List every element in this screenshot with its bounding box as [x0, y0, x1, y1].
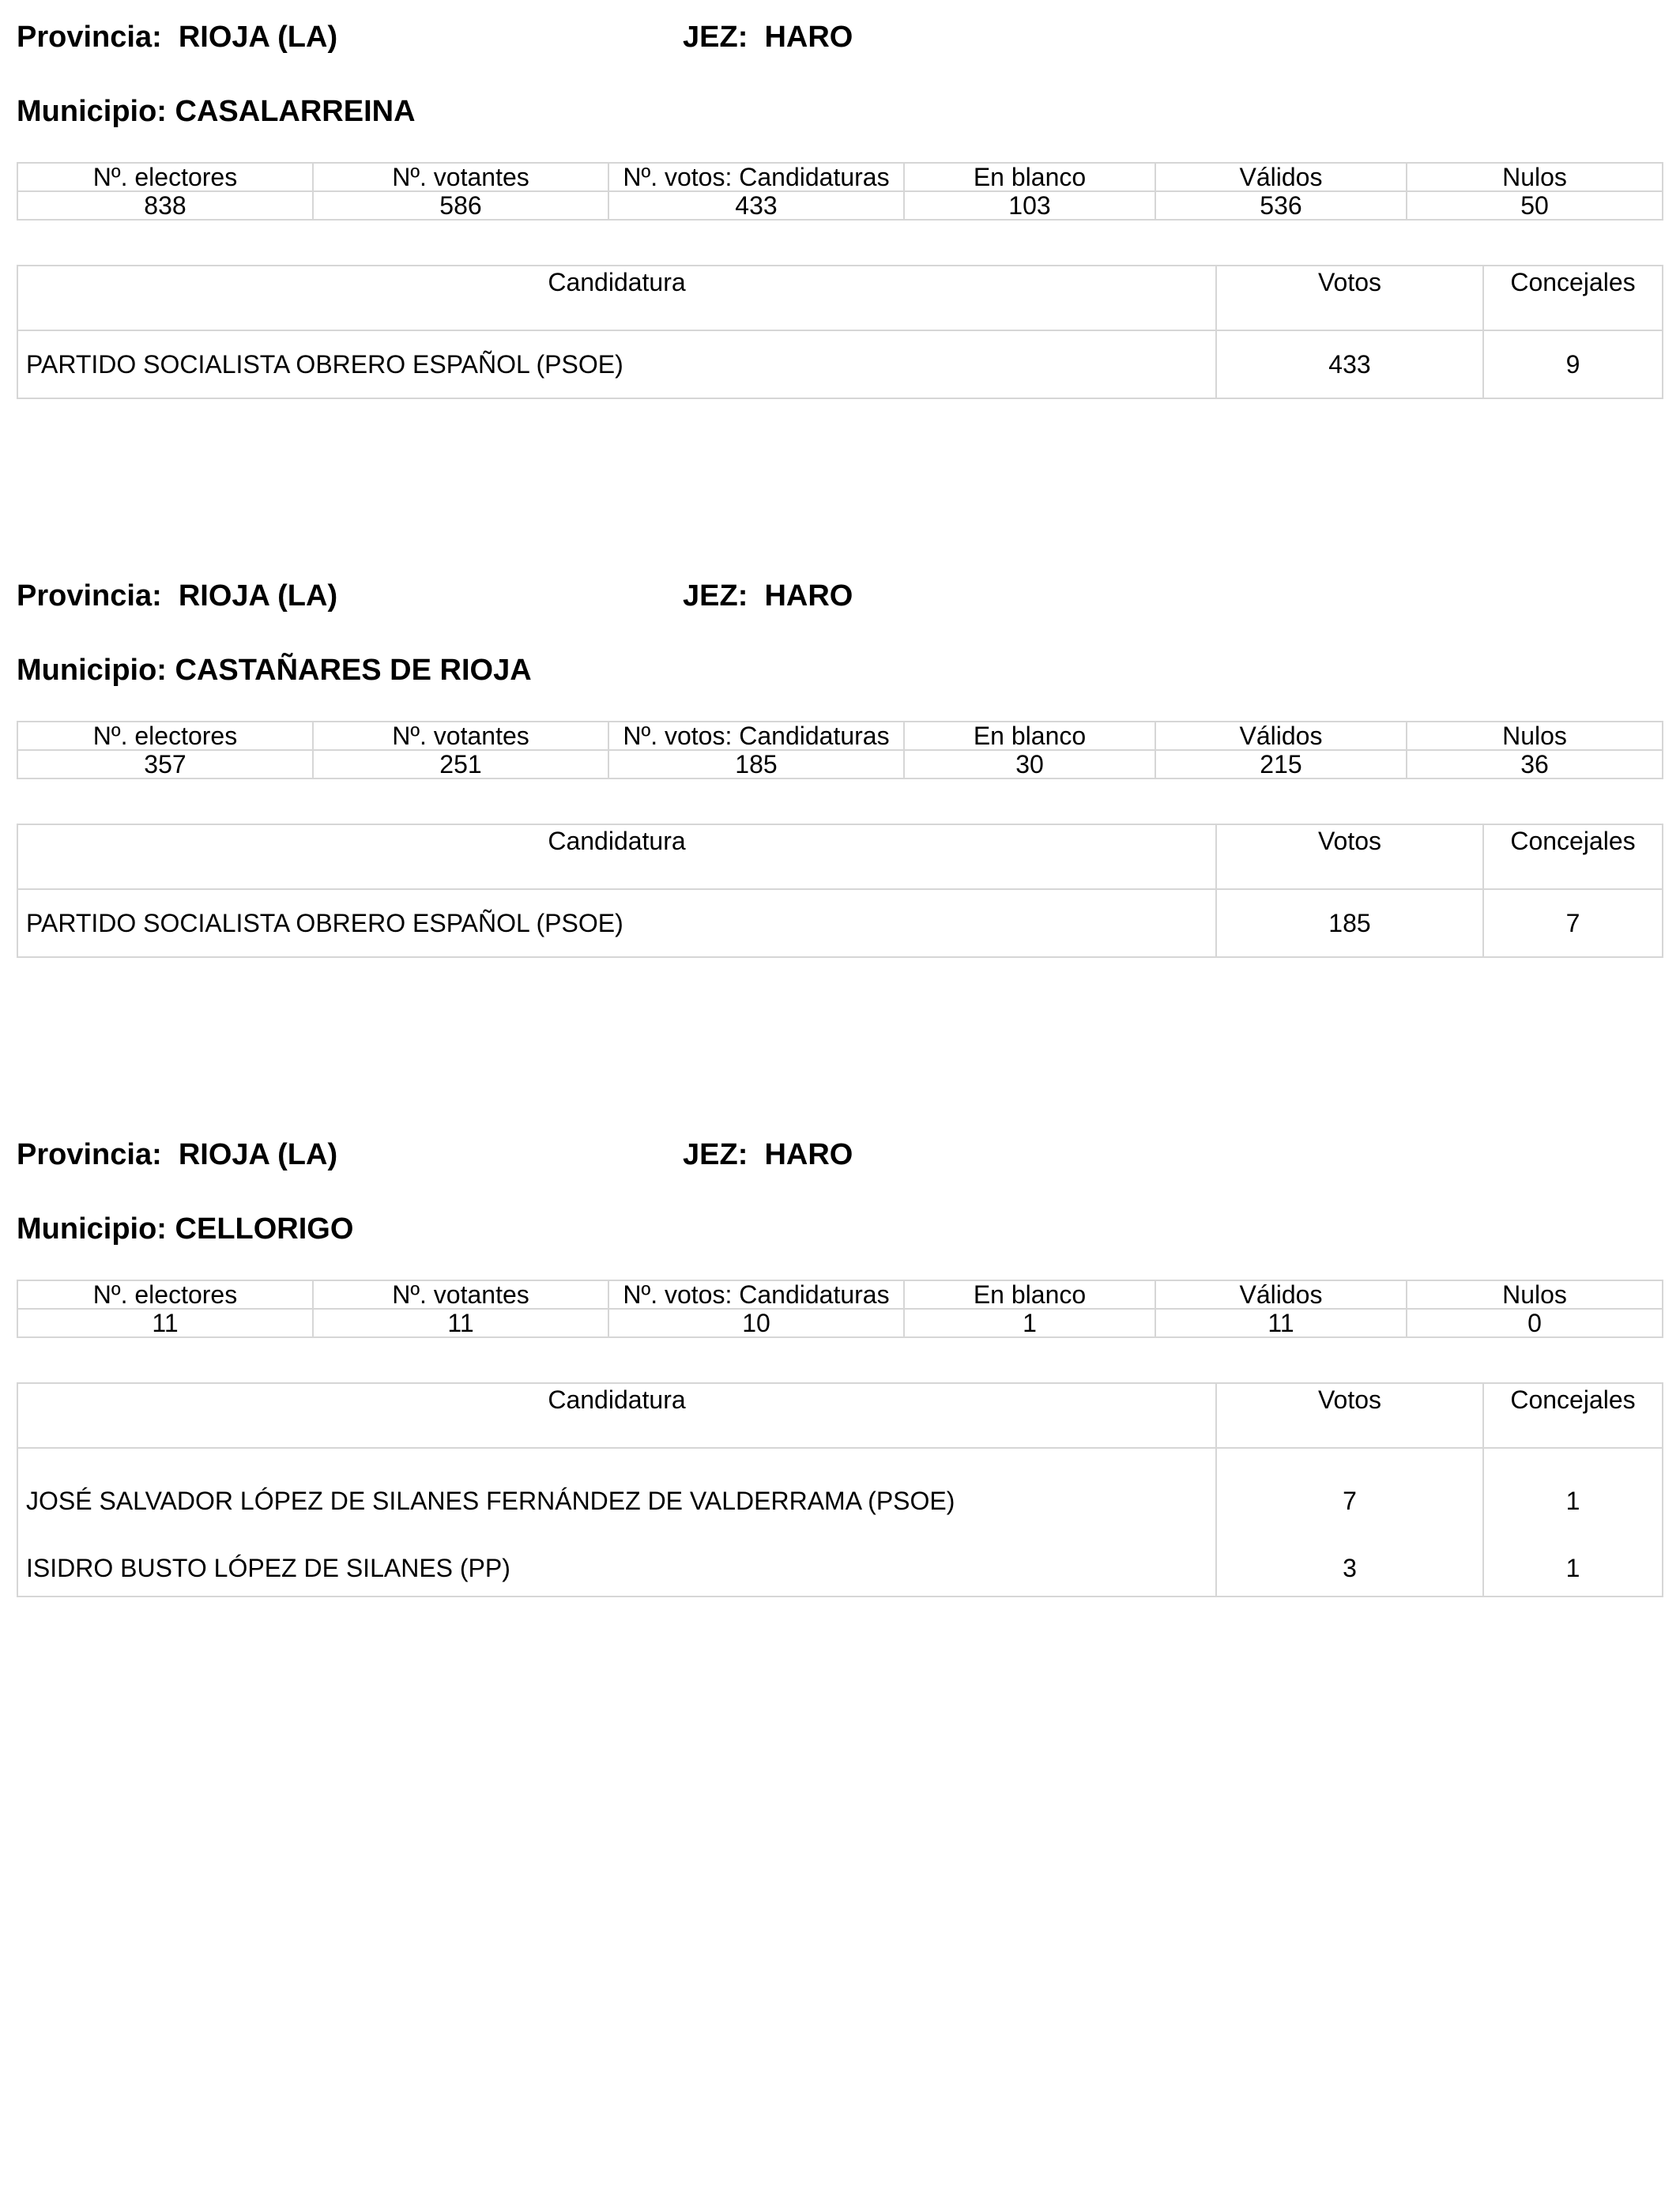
stats-header-cell: En blanco	[904, 722, 1155, 750]
stats-value-cell: 103	[904, 191, 1155, 220]
stats-header-cell: Nulos	[1407, 722, 1663, 750]
cand-row	[17, 889, 1663, 957]
municipio-block-cellorigo	[17, 1133, 1662, 1582]
municipio-line	[17, 1212, 353, 1246]
stats-header-cell: Válidos	[1155, 722, 1407, 750]
cand-header-cell: Concejales	[1483, 824, 1663, 889]
municipio-line	[17, 95, 416, 129]
stats-value-row	[17, 750, 1663, 778]
cand-header-cell: Concejales	[1483, 266, 1663, 330]
candidaturas-table	[17, 1382, 1663, 1597]
provincia-line	[17, 21, 337, 55]
provincia-value: RIOJA (LA)	[178, 21, 338, 54]
jez-value: HARO	[764, 1138, 853, 1171]
cand-concejales: 1	[1483, 1448, 1663, 1540]
stats-value-cell: 11	[313, 1309, 608, 1337]
header-line	[17, 575, 1662, 622]
cand-row	[17, 1448, 1663, 1540]
jez-value: HARO	[764, 21, 853, 54]
cand-votos: 433	[1216, 330, 1483, 398]
cand-votos: 3	[1216, 1540, 1483, 1596]
cand-name: PARTIDO SOCIALISTA OBRERO ESPAÑOL (PSOE)	[17, 889, 1216, 957]
cand-name: JOSÉ SALVADOR LÓPEZ DE SILANES FERNÁNDEZ DE VALDERRAMA (PSOE)	[17, 1448, 1216, 1540]
stats-header-cell: Nº. votos: Candidaturas	[608, 722, 904, 750]
stats-value-row	[17, 191, 1663, 220]
stats-header-row	[17, 722, 1663, 750]
stats-value-cell: 215	[1155, 750, 1407, 778]
stats-header-cell: Nº. votos: Candidaturas	[608, 163, 904, 191]
stats-header-row	[17, 1280, 1663, 1309]
stats-header-cell: Nº. votantes	[313, 722, 608, 750]
municipio-block-casalarreina	[17, 16, 1662, 379]
stats-header-cell: Nulos	[1407, 1280, 1663, 1309]
stats-value-cell: 586	[313, 191, 608, 220]
cand-header-row	[17, 1383, 1663, 1448]
stats-value-cell: 11	[1155, 1309, 1407, 1337]
stats-value-cell: 838	[17, 191, 313, 220]
header-line	[17, 1133, 1662, 1181]
cand-header-cell: Votos	[1216, 1383, 1483, 1448]
jez-label: JEZ:	[683, 579, 748, 613]
stats-value-cell: 1	[904, 1309, 1155, 1337]
stats-header-cell: En blanco	[904, 163, 1155, 191]
cand-header-cell: Candidatura	[17, 266, 1216, 330]
stats-header-cell: Nº. electores	[17, 163, 313, 191]
stats-table	[17, 162, 1663, 221]
stats-value-cell: 36	[1407, 750, 1663, 778]
stats-header-cell: Nº. votos: Candidaturas	[608, 1280, 904, 1309]
cand-header-row	[17, 824, 1663, 889]
stats-value-cell: 357	[17, 750, 313, 778]
jez-label: JEZ:	[683, 21, 748, 54]
stats-header-cell: En blanco	[904, 1280, 1155, 1309]
header-line	[17, 16, 1662, 63]
candidaturas-table	[17, 265, 1663, 399]
cand-row	[17, 330, 1663, 398]
cand-concejales: 9	[1483, 330, 1663, 398]
jez-label: JEZ:	[683, 1138, 748, 1171]
cand-header-cell: Concejales	[1483, 1383, 1663, 1448]
stats-header-cell: Válidos	[1155, 163, 1407, 191]
stats-header-cell: Nº. electores	[17, 722, 313, 750]
cand-name: ISIDRO BUSTO LÓPEZ DE SILANES (PP)	[17, 1540, 1216, 1596]
stats-header-row	[17, 163, 1663, 191]
cand-header-cell: Candidatura	[17, 1383, 1216, 1448]
cand-header-row	[17, 266, 1663, 330]
stats-header-cell: Válidos	[1155, 1280, 1407, 1309]
cand-header-cell: Votos	[1216, 266, 1483, 330]
cand-concejales: 1	[1483, 1540, 1663, 1596]
cand-votos: 7	[1216, 1448, 1483, 1540]
provincia-label: Provincia:	[17, 579, 162, 613]
municipio-value: CASTAÑARES DE RIOJA	[175, 654, 532, 687]
municipio-label: Municipio:	[17, 1212, 167, 1246]
stats-value-cell: 251	[313, 750, 608, 778]
provincia-line	[17, 579, 337, 613]
municipio-block-castanares-de-rioja	[17, 575, 1662, 937]
jez-line	[683, 579, 853, 613]
stats-value-row	[17, 1309, 1663, 1337]
cand-concejales: 7	[1483, 889, 1663, 957]
jez-line	[683, 21, 853, 55]
municipio-label: Municipio:	[17, 95, 167, 128]
cand-row	[17, 1540, 1663, 1596]
provincia-line	[17, 1138, 337, 1172]
stats-value-cell: 0	[1407, 1309, 1663, 1337]
stats-value-cell: 185	[608, 750, 904, 778]
cand-header-cell: Votos	[1216, 824, 1483, 889]
stats-table	[17, 1280, 1663, 1338]
cand-header-cell: Candidatura	[17, 824, 1216, 889]
jez-value: HARO	[764, 579, 853, 613]
municipio-line	[17, 654, 532, 688]
stats-header-cell: Nulos	[1407, 163, 1663, 191]
stats-header-cell: Nº. votantes	[313, 1280, 608, 1309]
provincia-label: Provincia:	[17, 1138, 162, 1171]
provincia-value: RIOJA (LA)	[178, 1138, 338, 1171]
stats-header-cell: Nº. electores	[17, 1280, 313, 1309]
stats-value-cell: 11	[17, 1309, 313, 1337]
stats-header-cell: Nº. votantes	[313, 163, 608, 191]
provincia-label: Provincia:	[17, 21, 162, 54]
stats-value-cell: 50	[1407, 191, 1663, 220]
provincia-value: RIOJA (LA)	[178, 579, 338, 613]
municipio-label: Municipio:	[17, 654, 167, 687]
stats-table	[17, 721, 1663, 779]
cand-name: PARTIDO SOCIALISTA OBRERO ESPAÑOL (PSOE)	[17, 330, 1216, 398]
stats-value-cell: 10	[608, 1309, 904, 1337]
candidaturas-table	[17, 824, 1663, 958]
stats-value-cell: 30	[904, 750, 1155, 778]
cand-votos: 185	[1216, 889, 1483, 957]
stats-value-cell: 433	[608, 191, 904, 220]
stats-value-cell: 536	[1155, 191, 1407, 220]
jez-line	[683, 1138, 853, 1172]
municipio-value: CASALARREINA	[175, 95, 416, 128]
municipio-value: CELLORIGO	[175, 1212, 354, 1246]
